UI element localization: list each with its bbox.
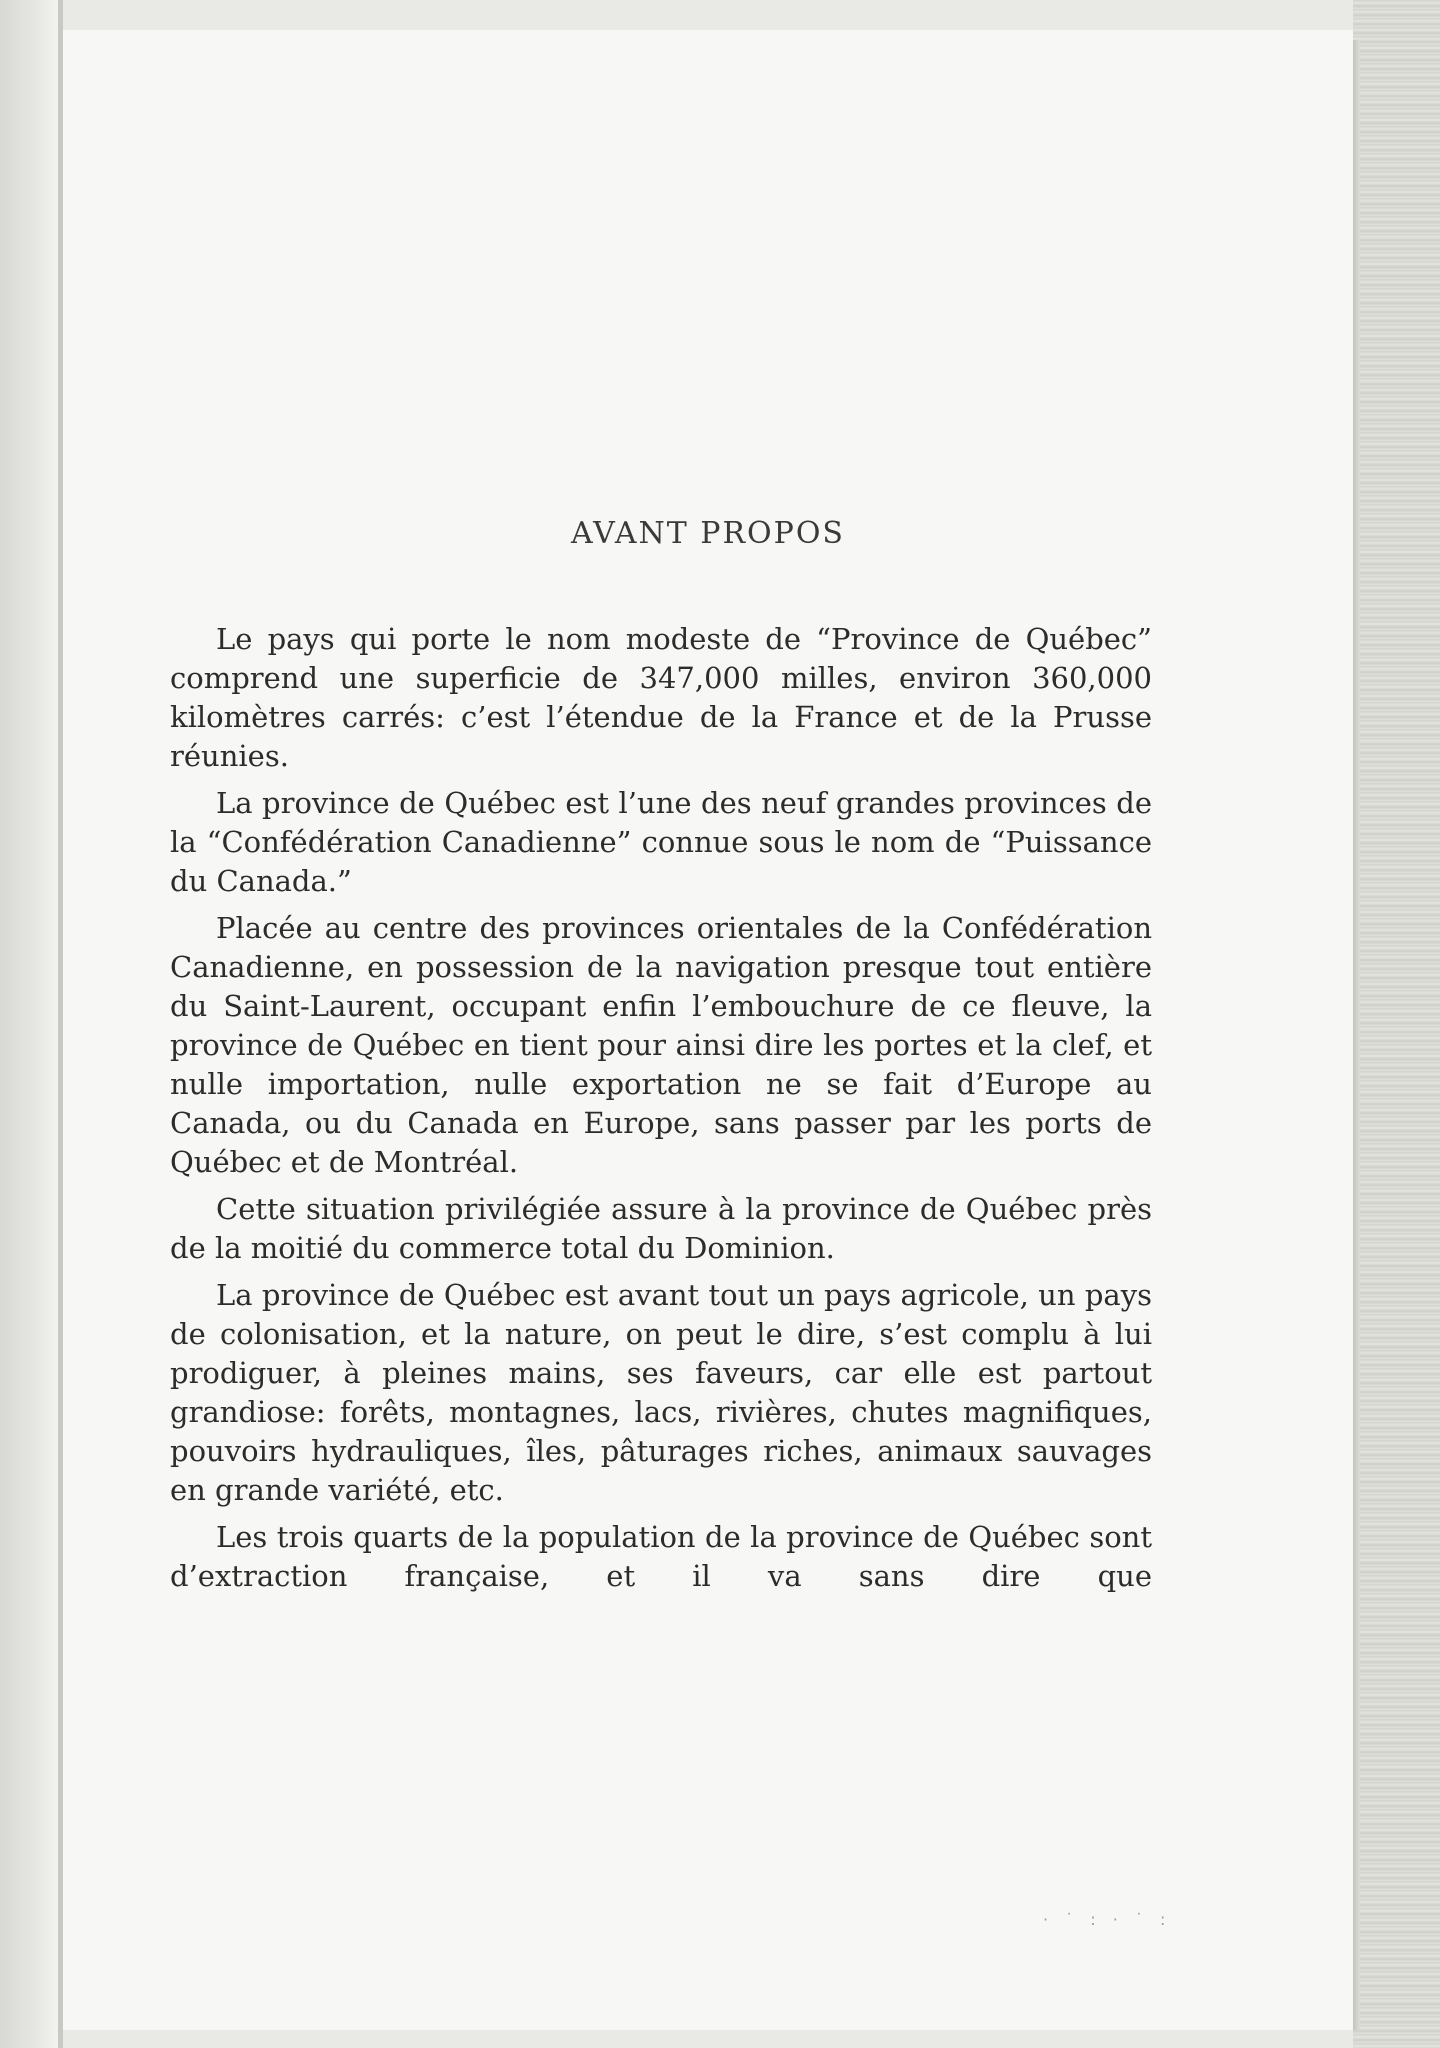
page-title: AVANT PROPOS: [571, 516, 845, 551]
page-stack-edge: [1353, 0, 1440, 2048]
paragraph-5: La province de Québec est avant tout un pays agricole, un pays de colonisation, et la nature, on peut le dire, s’est complu à lui prodiguer, à pleines mains, ses faveurs, car elle est partout grandiose: forêts, montagnes, lacs, rivières, chutes magnifiques, pouvoirs hydrauliques, îles, pâturages riches, animaux sauvages en grande variété, etc.: [170, 1278, 1152, 1507]
paragraph-6: Les trois quarts de la population de la province de Québec sont d’extraction française, et il va sans dire que: [170, 1520, 1152, 1593]
paragraph-2: La province de Québec est l’une des neuf grandes provinces de la “Confédération Canadienne” connue sous le nom de “Puissance du Canada.”: [170, 786, 1152, 898]
paragraph-4: Cette situation privilégiée assure à la province de Québec près de la moitié du commerce total du Dominion.: [170, 1192, 1152, 1265]
book-page: [63, 30, 1353, 2030]
body-text: [170, 620, 1152, 1604]
paragraph-3: Placée au centre des provinces orientales de la Confédération Canadienne, en possession de la navigation presque tout entière du Saint-Laurent, occupant enfin l’embouchure de ce fleuve, la province de Québec en tient pour ainsi dire les portes et la clef, et nulle importation, nulle exportation ne se fait d’Europe au Canada, ou du Canada en Europe, sans passer par les ports de Québec et de Montréal.: [170, 911, 1152, 1179]
paragraph-1: Le pays qui porte le nom modeste de “Province de Québec” comprend une superficie de 347,000 milles, environ 360,000 kilomètres carrés: c’est l’étendue de la France et de la Prusse réunies.: [170, 622, 1152, 773]
scan-specks: · ˙ : · ˙ :: [1043, 1910, 1172, 1929]
previous-page-edge: [0, 0, 58, 2048]
